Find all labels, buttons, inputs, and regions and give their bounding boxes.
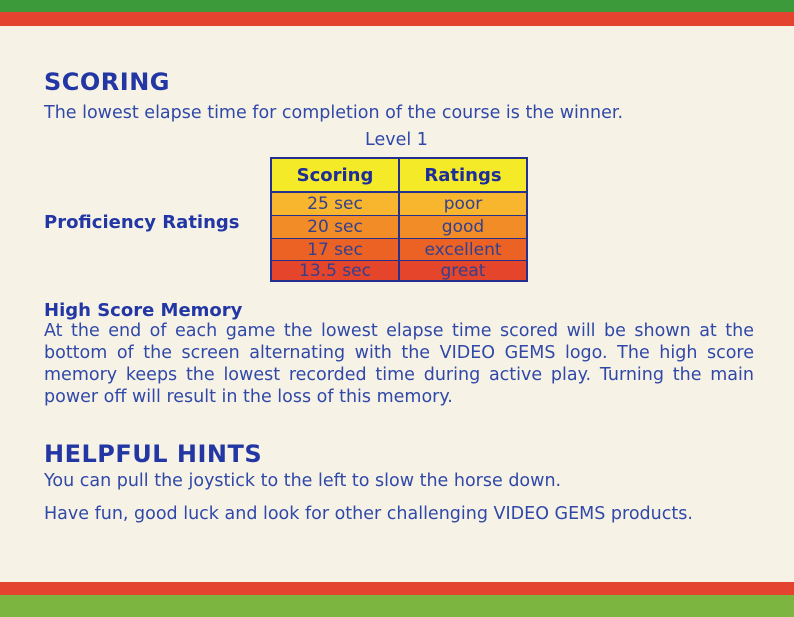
header-scoring: Scoring (272, 159, 400, 191)
bottom-green-band (0, 595, 794, 617)
high-score-memory-text: At the end of each game the lowest elapse time scored will be shown at the bottom of the screen alternating with the VIDEO GEMS logo. The high score memory keeps the lowest recorded time during active play. Turning the main power off will result in the loss of this memory. (44, 321, 754, 407)
proficiency-ratings-label: Proficiency Ratings (44, 212, 240, 233)
ratings-table (270, 157, 528, 282)
table-row (272, 193, 526, 216)
score-cell: 25 sec (272, 193, 400, 215)
hint-joystick-text: You can pull the joystick to the left to slow the horse down. (44, 471, 562, 491)
rating-cell: poor (443, 194, 483, 214)
table-row (272, 239, 526, 261)
header-ratings: Ratings (424, 164, 502, 186)
rating-cell: great (440, 260, 486, 281)
rating-cell: excellent (424, 239, 502, 260)
bottom-red-band (0, 582, 794, 595)
table-row (272, 216, 526, 239)
score-cell: 20 sec (272, 216, 400, 238)
rating-cell: good (441, 217, 485, 237)
scoring-description: The lowest elapse time for completion of the course is the winner. (44, 103, 624, 123)
helpful-hints-heading: HELPFUL HINTS (44, 440, 263, 468)
level-label: Level 1 (365, 130, 428, 150)
score-cell: 17 sec (272, 239, 400, 260)
scoring-heading: SCORING (44, 68, 170, 96)
table-header-row (272, 159, 526, 193)
top-green-band (0, 0, 794, 12)
table-row (272, 261, 526, 280)
top-red-band (0, 12, 794, 26)
hint-have-fun-text: Have fun, good luck and look for other challenging VIDEO GEMS products. (44, 504, 693, 524)
high-score-memory-heading: High Score Memory (44, 300, 243, 321)
score-cell: 13.5 sec (272, 261, 400, 280)
